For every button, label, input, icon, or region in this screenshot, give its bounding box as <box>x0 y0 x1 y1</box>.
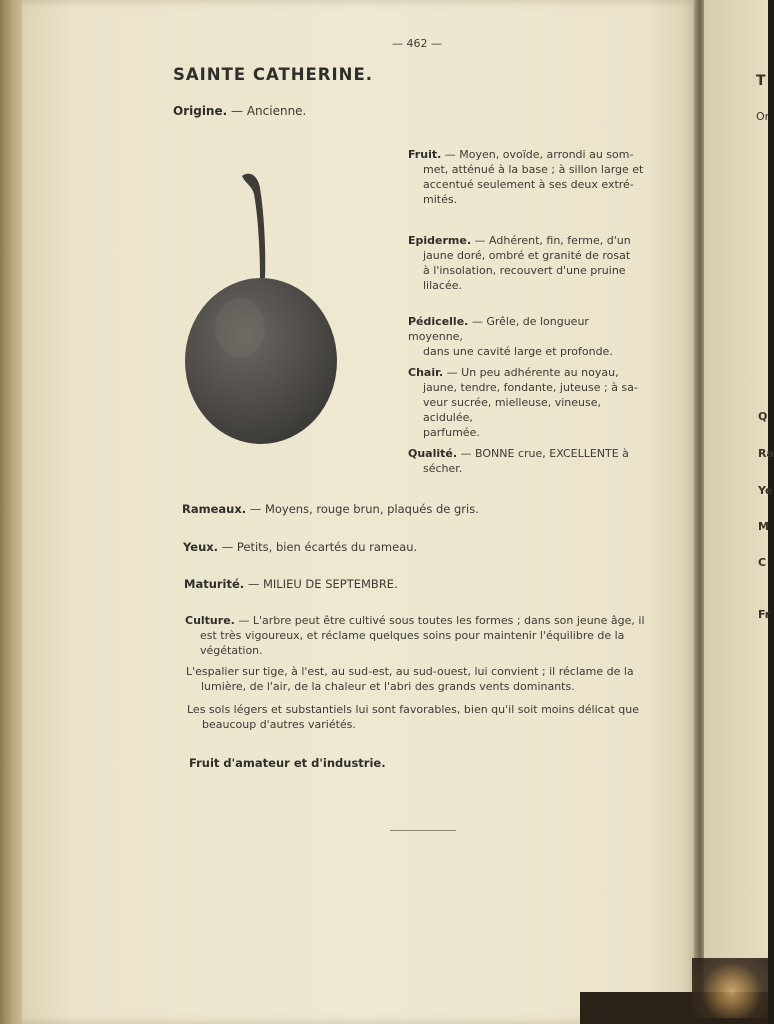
desc-line: dans une cavité large et profonde. <box>423 345 613 358</box>
culture-label: Culture. <box>185 614 235 627</box>
yeux-text: — Petits, bien écartés du rameau. <box>221 540 418 554</box>
rameaux-line <box>182 502 479 517</box>
origine-text: — Ancienne. <box>231 104 307 118</box>
desc-first-line: — Grêle, de longueur moyenne, <box>408 315 589 343</box>
desc-line: à l'insolation, recouvert d'une pruine <box>423 264 626 277</box>
stem-shape <box>242 174 265 278</box>
next-page-edge <box>704 0 774 1000</box>
espalier-first-line: L'espalier sur tige, à l'est, au sud-est, au sud-ouest, lui convient ; il réclame de la <box>186 665 634 678</box>
maturite-text: — MILIEU DE SEPTEMBRE. <box>247 577 398 591</box>
next-page-fragment: Fr <box>758 608 771 621</box>
sols-line: beaucoup d'autres variétés. <box>202 718 356 731</box>
espalier-paragraph <box>186 664 656 694</box>
rameaux-text: — Moyens, rouge brun, plaqués de gris. <box>249 502 479 516</box>
next-page-fragment: T <box>756 73 766 89</box>
end-rule <box>390 830 456 831</box>
corner-photo <box>692 958 768 1018</box>
desc-line: accentué seulement à ses deux extré- <box>423 178 634 191</box>
next-page-fragment: Or <box>756 110 770 123</box>
next-page-fragment: Q <box>758 410 768 423</box>
desc-line: met, atténué à la base ; à sillon large et <box>423 163 644 176</box>
description-chair <box>408 365 646 440</box>
fruit-body <box>185 278 337 444</box>
plum-illustration <box>180 168 345 453</box>
next-page-fragment: Ye <box>758 484 773 497</box>
desc-line: lilacée. <box>423 279 462 292</box>
culture-first-line: — L'arbre peut être cultivé sous toutes les formes ; dans son jeune âge, il <box>238 614 645 627</box>
usage-line <box>189 756 386 771</box>
usage-text: Fruit d'amateur et d'industrie. <box>189 756 386 770</box>
culture-line: est très vigoureux, et réclame quelques soins pour maintenir l'équilibre de la <box>200 629 625 642</box>
page-number: — 462 — <box>392 37 442 50</box>
description-pedicelle <box>408 314 646 359</box>
yeux-line <box>183 540 417 555</box>
maturite-label: Maturité. <box>184 577 245 591</box>
page-title: SAINTE CATHERINE. <box>173 65 373 84</box>
espalier-line: lumière, de l'air, de la chaleur et l'abri des grands vents dominants. <box>201 680 575 693</box>
culture-paragraph <box>185 613 655 658</box>
sols-first-line: Les sols légers et substantiels lui sont favorables, bien qu'il soit moins délicat que <box>187 703 639 716</box>
origine-line <box>173 104 306 118</box>
desc-first-line: — Moyen, ovoïde, arrondi au som- <box>444 148 634 161</box>
desc-line: sécher. <box>423 462 463 475</box>
rameaux-label: Rameaux. <box>182 502 247 516</box>
desc-label: Pédicelle. <box>408 315 469 328</box>
desc-line: parfumée. <box>423 426 480 439</box>
desc-label: Qualité. <box>408 447 458 460</box>
next-page-fragment: C <box>758 556 767 569</box>
desc-line: veur sucrée, mielleuse, vineuse, acidulée, <box>423 396 601 424</box>
desc-label: Epiderme. <box>408 234 472 247</box>
desc-first-line: — Adhérent, fin, ferme, d'un <box>474 234 631 247</box>
sols-paragraph <box>187 702 657 732</box>
maturite-line <box>184 577 398 592</box>
next-page-fragment: Ra <box>758 447 774 460</box>
description-epiderme <box>408 233 646 293</box>
desc-label: Fruit. <box>408 148 442 161</box>
description-qualite <box>408 446 646 476</box>
desc-first-line: — Un peu adhérente au noyau, <box>446 366 619 379</box>
next-page-fragment: M <box>758 520 769 533</box>
desc-line: jaune doré, ombré et granité de rosat <box>423 249 631 262</box>
desc-line: jaune, tendre, fondante, juteuse ; à sa- <box>423 381 638 394</box>
description-fruit <box>408 147 646 207</box>
culture-line: végétation. <box>200 644 263 657</box>
yeux-label: Yeux. <box>183 540 219 554</box>
desc-line: mités. <box>423 193 458 206</box>
desc-first-line: — BONNE crue, EXCELLENTE à <box>460 447 629 460</box>
desc-label: Chair. <box>408 366 444 379</box>
origine-label: Origine. <box>173 104 228 118</box>
